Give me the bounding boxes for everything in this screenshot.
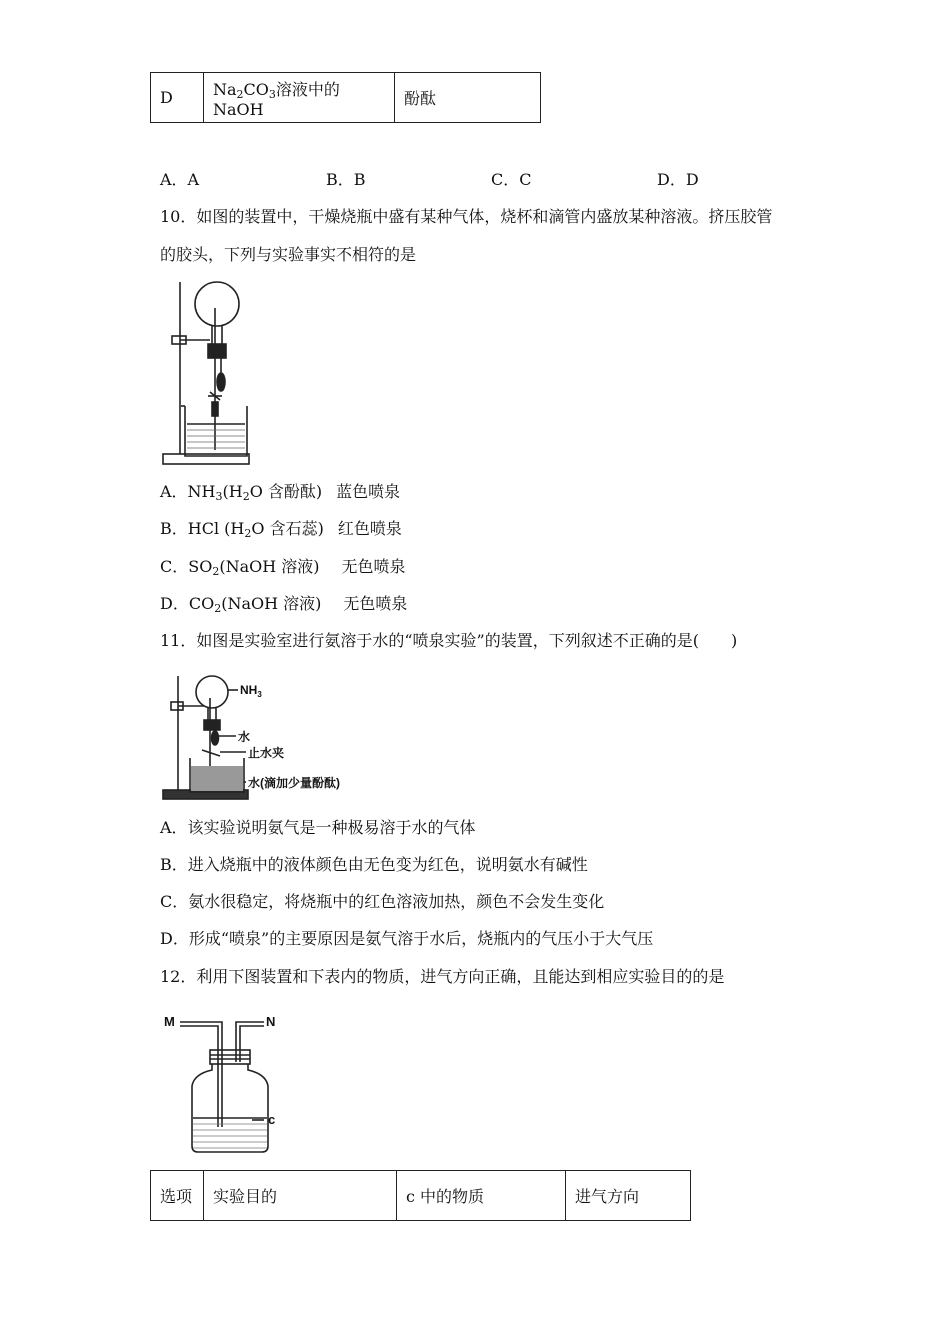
q12-stem: 12．利用下图装置和下表内的物质，进气方向正确，且能达到相应实验目的的是 [160, 967, 725, 986]
table-cell-option: D [151, 73, 204, 123]
q11-stem: 11．如图是实验室进行氨溶于水的“喷泉实验”的装置，下列叙述不正确的是( ) [160, 631, 738, 650]
q11-label-gas: $NH_3$ [240, 683, 262, 699]
q10-stem-line1: 10．如图的装置中，干燥烧瓶中盛有某种气体，烧杯和滴管内盛放某种溶液。挤压胶管 [160, 207, 773, 226]
q10-option-c[interactable]: C．$SO_2(NaOH$ 溶液) 无色喷泉 [160, 557, 406, 578]
q10-option-d[interactable]: D．$CO_2(NaOH$ 溶液) 无色喷泉 [160, 594, 408, 615]
q10-fountain-apparatus-figure [160, 278, 254, 468]
q9-option-d[interactable]: D．D [657, 170, 699, 189]
q12-label-m: M [164, 1014, 175, 1029]
q11-label-water: 水 [238, 730, 251, 744]
q11-option-b[interactable]: B．进入烧瓶中的液体颜色由无色变为红色，说明氨水有碱性 [160, 855, 588, 874]
q9-option-b[interactable]: B．B [326, 170, 366, 189]
q11-option-d[interactable]: D．形成“喷泉”的主要原因是氨气溶于水后，烧瓶内的气压小于大气压 [160, 929, 654, 948]
q10-stem-line2: 的胶头，下列与实验事实不相符的是 [160, 245, 417, 264]
header-option: 选项 [151, 1171, 204, 1221]
q9-option-a[interactable]: A．A [160, 170, 200, 189]
q11-option-c[interactable]: C．氨水很稳定，将烧瓶中的红色溶液加热，颜色不会发生变化 [160, 892, 605, 911]
table-row [151, 73, 541, 123]
table-header-row [151, 1171, 691, 1221]
q11-label-clamp: 止水夹 [248, 746, 285, 760]
q10-option-b[interactable]: B．HCl ($H_2O$ 含石蕊) 红色喷泉 [160, 519, 402, 540]
header-gas-direction: 进气方向 [566, 1171, 691, 1221]
q9-table [150, 72, 541, 123]
q11-option-a[interactable]: A．该实验说明氨气是一种极易溶于水的气体 [160, 818, 476, 837]
q9-option-c[interactable]: C．C [491, 170, 532, 189]
header-c-substance: c 中的物质 [397, 1171, 566, 1221]
header-purpose: 实验目的 [204, 1171, 397, 1221]
q10-option-a[interactable]: A．$NH_3(H_2O$ 含酚酞) 蓝色喷泉 [160, 482, 401, 503]
q12-label-n: N [266, 1014, 276, 1029]
q11-fountain-figure [160, 670, 350, 805]
q12-table [150, 1170, 691, 1221]
q11-label-beaker: 水(滴加少量酚酞) [248, 776, 340, 790]
table-cell-substance: $Na_2CO_3$溶液中的 NaOH [204, 73, 395, 123]
q12-label-c: c [268, 1112, 276, 1127]
table-cell-reagent: 酚酞 [395, 73, 541, 123]
q12-gas-bottle-figure [162, 1012, 282, 1157]
